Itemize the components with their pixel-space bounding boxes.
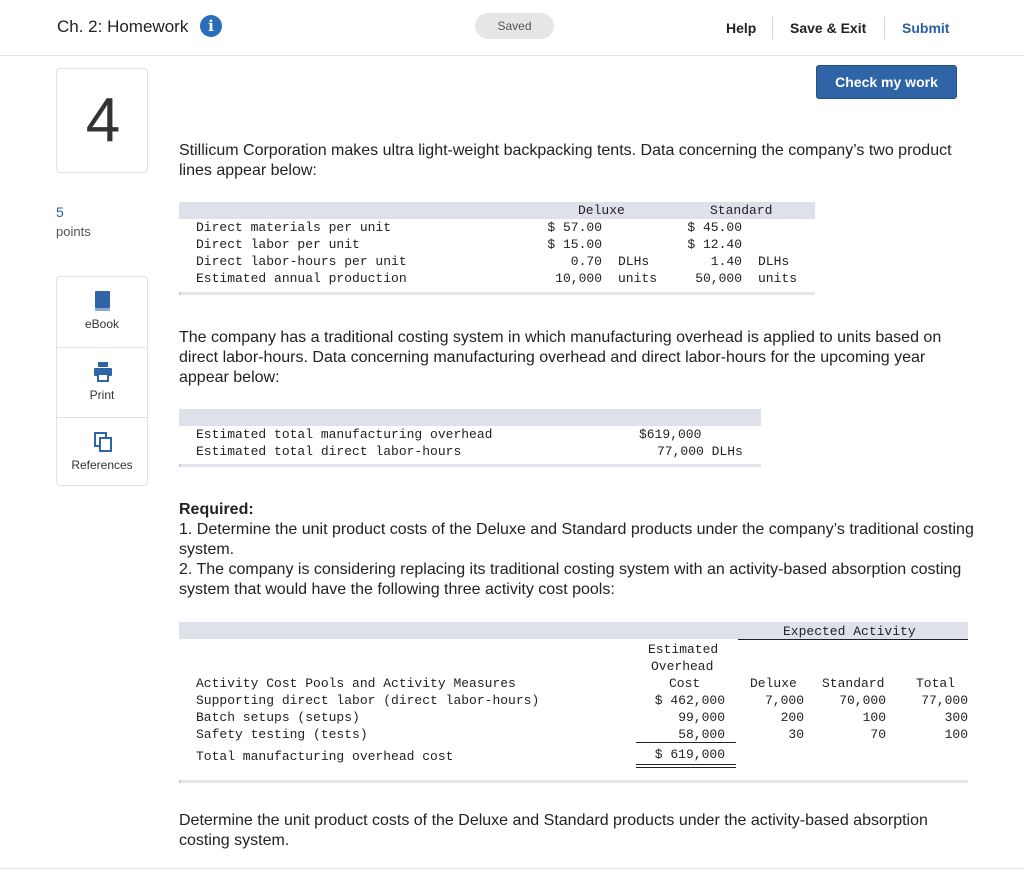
table-cell: 50,000 [695, 271, 742, 286]
table-row-label: Direct labor-hours per unit [196, 254, 407, 269]
nav-divider [884, 17, 885, 39]
help-link[interactable]: Help [726, 20, 757, 36]
table-row-label: Batch setups (setups) [196, 710, 360, 725]
subtotal-underline [636, 742, 736, 743]
deluxe-column-header: Deluxe [750, 676, 797, 691]
overhead-header: Overhead [651, 659, 714, 674]
required-item-1: 1. Determine the unit product costs of the Deluxe and Standard products under the company’s traditional costing system. [179, 521, 974, 558]
deluxe-column-header: Deluxe [578, 203, 625, 218]
tools-panel [56, 276, 148, 486]
table-row-label: Estimated total direct labor-hours [196, 444, 462, 459]
table-cell: 99,000 [678, 710, 725, 725]
check-my-work-button[interactable]: Check my work [816, 65, 957, 99]
intro-paragraph: Stillicum Corporation makes ultra light-weight backpacking tents. Data concerning the company’s two product lines appear below: [179, 142, 952, 179]
cost-header: Cost [669, 676, 701, 691]
print-label: Print [89, 388, 115, 402]
print-button[interactable] [57, 347, 147, 417]
references-icon [94, 432, 112, 452]
table-row-label: Direct materials per unit [196, 220, 392, 235]
table-cell: 7,000 [764, 693, 804, 708]
assignment-title: Ch. 2: Homework [57, 17, 189, 36]
save-exit-link[interactable]: Save & Exit [790, 20, 867, 36]
submit-link[interactable]: Submit [902, 20, 950, 36]
ebook-label: eBook [84, 317, 120, 331]
estimated-header: Estimated [648, 642, 719, 657]
table-bottom-rule [179, 292, 815, 295]
header-underline [738, 639, 968, 640]
table-cell-unit: units [758, 271, 798, 286]
required-section [179, 500, 979, 600]
table-cell-unit: DLHs [758, 254, 790, 269]
table-cell: $619,000 [639, 427, 702, 442]
required-title: Required: [179, 501, 254, 518]
table-cell: 1.40 [710, 254, 742, 269]
total-double-underline [636, 767, 736, 768]
question-number: 4 [85, 86, 121, 155]
pools-column-header: Activity Cost Pools and Activity Measures [196, 676, 516, 691]
table-cell: $ 12.40 [687, 237, 742, 252]
table-cell: 77,000 DLHs [657, 444, 743, 459]
printer-icon [94, 362, 112, 382]
table-cell: $ 45.00 [687, 220, 742, 235]
ebook-button[interactable] [57, 277, 147, 347]
table-cell: 70,000 [839, 693, 886, 708]
table-bottom-rule [179, 780, 968, 783]
total-row-value: $ 619,000 [654, 747, 725, 762]
expected-activity-header: Expected Activity [783, 624, 916, 639]
table-cell: $ 462,000 [654, 693, 725, 708]
table-row-label: Safety testing (tests) [196, 727, 368, 742]
total-double-underline [636, 764, 736, 765]
table-cell: 200 [780, 710, 804, 725]
nav-divider [772, 17, 773, 39]
table-row-label: Direct labor per unit [196, 237, 360, 252]
overhead-paragraph: The company has a traditional costing system in which manufacturing overhead is applied to units based on direct labor-hours. Data concerning manufacturing overhead and direct labor-hours for the upcoming year appear below: [179, 329, 942, 386]
total-row-label: Total manufacturing overhead cost [196, 749, 454, 764]
final-prompt: Determine the unit product costs of the Deluxe and Standard products under the activity-based absorption costing system. [179, 812, 928, 849]
table-cell: $ 57.00 [547, 220, 602, 235]
table-row-label: Supporting direct labor (direct labor-hours) [196, 693, 540, 708]
table-row-label: Estimated annual production [196, 271, 407, 286]
table-cell: 70 [870, 727, 886, 742]
table-bottom-rule [179, 464, 761, 467]
book-icon [94, 291, 112, 311]
table-cell: 300 [944, 710, 968, 725]
table-cell: 100 [862, 710, 886, 725]
table-cell: 77,000 [921, 693, 968, 708]
required-item-2: 2. The company is considering replacing its traditional costing system with an activity-based absorption costing system that would have the following three activity cost pools: [179, 561, 962, 598]
table-cell: 0.70 [570, 254, 602, 269]
footer-divider [0, 868, 1024, 869]
table-cell: 58,000 [678, 727, 725, 742]
references-label: References [71, 458, 133, 472]
top-bar [0, 0, 1024, 56]
total-column-header: Total [916, 676, 956, 691]
table-cell: 100 [944, 727, 968, 742]
points-label: points [56, 224, 91, 239]
question-number-box [56, 68, 148, 173]
standard-column-header: Standard [822, 676, 885, 691]
table-cell-unit: DLHs [618, 254, 650, 269]
info-icon[interactable]: i [200, 15, 222, 37]
table-cell: 30 [788, 727, 804, 742]
references-button[interactable] [57, 417, 147, 487]
table-cell-unit: units [618, 271, 658, 286]
table-cell: $ 15.00 [547, 237, 602, 252]
table-row-label: Estimated total manufacturing overhead [196, 427, 493, 442]
overhead-table-header-bg [179, 409, 761, 426]
saved-status-badge: Saved [475, 13, 554, 39]
points-value: 5 [56, 204, 64, 220]
standard-column-header: Standard [710, 203, 773, 218]
table-cell: 10,000 [555, 271, 602, 286]
